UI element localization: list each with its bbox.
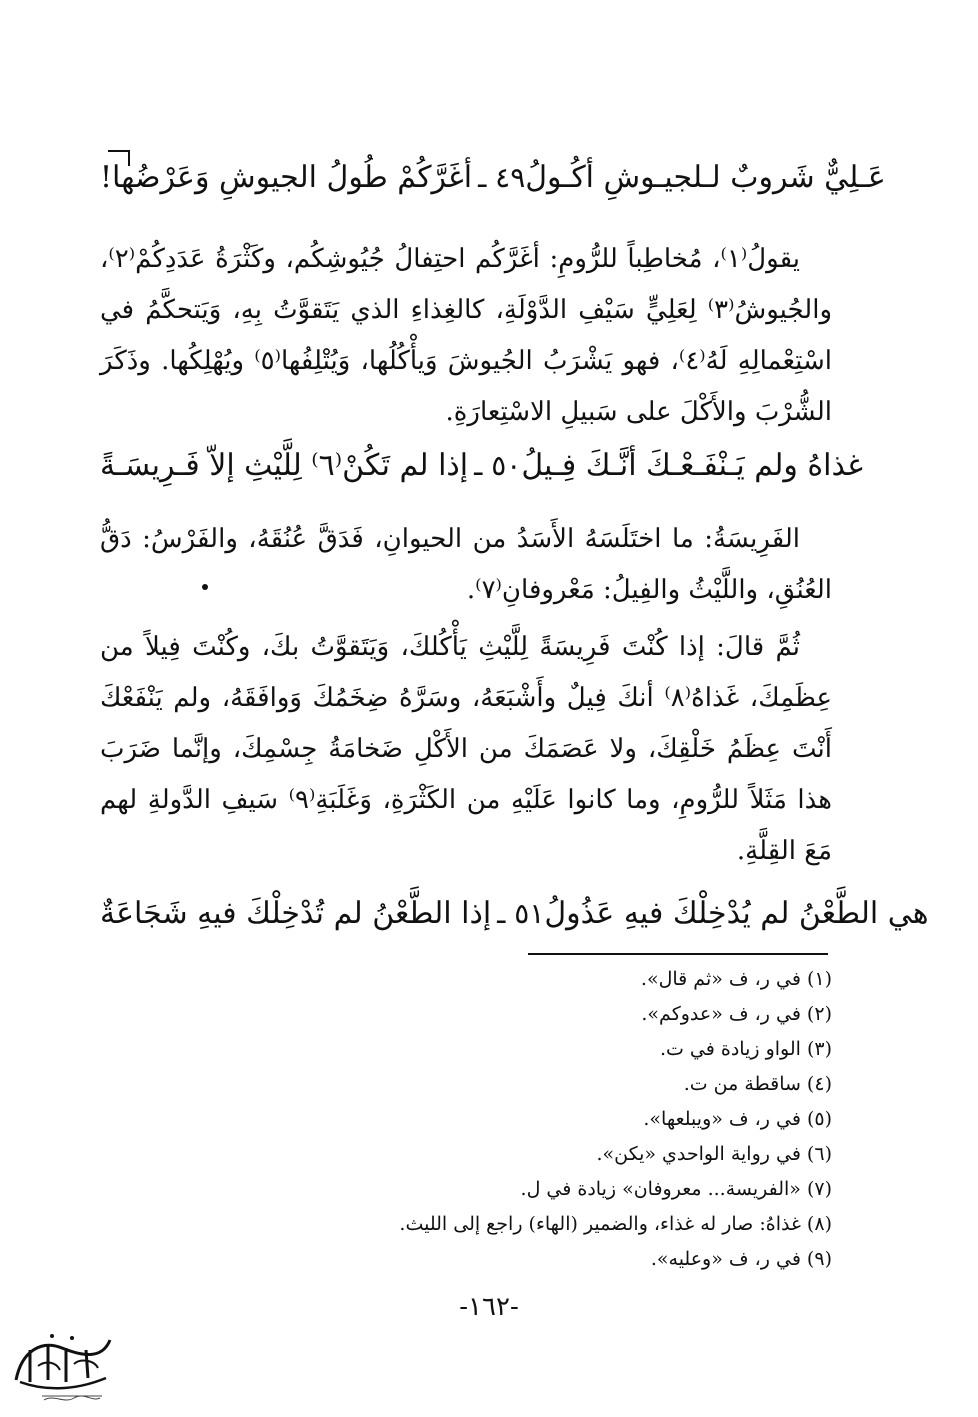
commentary-50 <box>100 514 832 877</box>
hemistich-right: أغَرَّكُمْ طُولُ الجيوشِ وَعَرْضُها! <box>100 160 473 195</box>
verse-50 <box>100 446 863 486</box>
hemistich-left: عَـلِيٌّ شَروبٌ لـلجيـوشِ أكُـولُ <box>525 160 886 195</box>
verse-number: ٥١ ـ <box>497 897 545 930</box>
verse-51-right <box>100 894 544 934</box>
commentary-paragraph: يقولُ⁽١⁾، مُخاطِباً للرُّومِ: أغَرَّكُم احتِفالُ جُيُوشِكُم، وكَثْرَةُ عَدَدِكُمْ⁽٢⁾، والجُيوشُ⁽٣⁾ لِعَلِيٍّ سَيْفِ الدَّوْلَةِ، كالغِذاءِ الذي يَتَقوَّتُ بِهِ، وَيَتحكَّمُ في اسْتِعْمالِهِ لَهُ⁽٤⁾، فهو يَشْرَبُ الجُيوشَ وَيأْكُلُها، وَيُتْلِفُها⁽٥⁾ ويُهْلِكُها. وذَكَرَ الشُّرْبَ والأَكْلَ على سَبيلِ الاسْتِعارَةِ. <box>100 244 832 427</box>
footnote: (٣) الواو زيادة في ت. <box>659 1038 832 1060</box>
hemistich-left: غذاهُ ولم يَـنْفَـعْـكَ أنَّـكَ فِـيلُ <box>521 448 863 483</box>
page-number: -١٦٢- <box>459 1292 519 1322</box>
verse-49 <box>100 158 886 198</box>
stray-dot <box>202 584 208 590</box>
verse-49-right <box>100 158 525 198</box>
footnote: (٩) في ر، ف «وعليه». <box>650 1248 832 1270</box>
commentary-paragraph: ثُمَّ قالَ: إذا كُنْتَ فَرِيسَةً لِلَّيْثِ يَأْكُلكَ، وَيَتَقوَّتُ بكَ، وكُنْتَ فِيلاً من عِظَمِكَ، غَذاهُ⁽٨⁾ أنكَ فِيلٌ وأَشْبَعَهُ، وسَرَّهُ ضِخَمُكَ وَوافَقَهُ، ولم يَنْفَعْكَ أَنْتَ عِظَمُ خَلْقِكَ، ولا عَصَمَكَ من الأَكْلِ ضَخامَةُ جِسْمِكَ، وإنَّما ضَرَبَ هذا مَثَلاً للرُّومِ، وما كانوا عَلَيْهِ من الكَثْرَةِ، وَغَلَبَةِ⁽٩⁾ سَيفِ الدَّولةِ لهم مَعَ القِلَّةِ. <box>100 632 832 866</box>
footnote: (١) في ر، ف «ثم قال». <box>640 968 832 990</box>
footnote: (٦) في رواية الواحدي «يكن». <box>596 1143 832 1165</box>
footnote: (٧) «الفريسة... معروفان» زيادة في ل. <box>520 1178 832 1200</box>
commentary-paragraph: الفَرِيسَةُ: ما اختَلَسَهُ الأَسَدُ من الحيوانِ، فَدَقَّ عُنُقَهُ، والفَرْسُ: دَقُّ العُنُقِ، واللَّيْثُ والفِيلُ: مَعْروفانِ⁽٧⁾. <box>100 524 832 605</box>
footnotes <box>100 962 832 1277</box>
verse-number: ٥٠ ـ <box>474 449 522 482</box>
hemistich-left: هي الطَّعْنُ لم يُدْخِلْكَ فيهِ عَذُولُ <box>544 896 929 931</box>
calligraphy-logo <box>2 1320 120 1410</box>
commentary-49 <box>100 234 832 438</box>
footnote: (٤) ساقطة من ت. <box>683 1073 832 1095</box>
footnote: (٨) غذاهُ: صار له غذاء، والضمير (الهاء) راجع إلى الليث. <box>399 1213 832 1235</box>
hemistich-right: إذا الطَّعْنُ لم تُدْخِلْكَ فيهِ شَجَاعَةٌ <box>100 896 492 931</box>
verse-number: ٤٩ ـ <box>478 161 526 194</box>
footnote: (٢) في ر، ف «عدوكم». <box>641 1003 832 1025</box>
hemistich-right: إذا لم تَكُنْ⁽٦⁾ لِلَّيْثِ إلاّ فَـرِيسَـةً <box>100 448 469 483</box>
verse-50-right <box>100 446 521 486</box>
footnote-separator <box>528 953 828 955</box>
verse-51 <box>100 894 929 934</box>
footnote: (٥) في ر، ف «ويبلعها». <box>643 1108 832 1130</box>
